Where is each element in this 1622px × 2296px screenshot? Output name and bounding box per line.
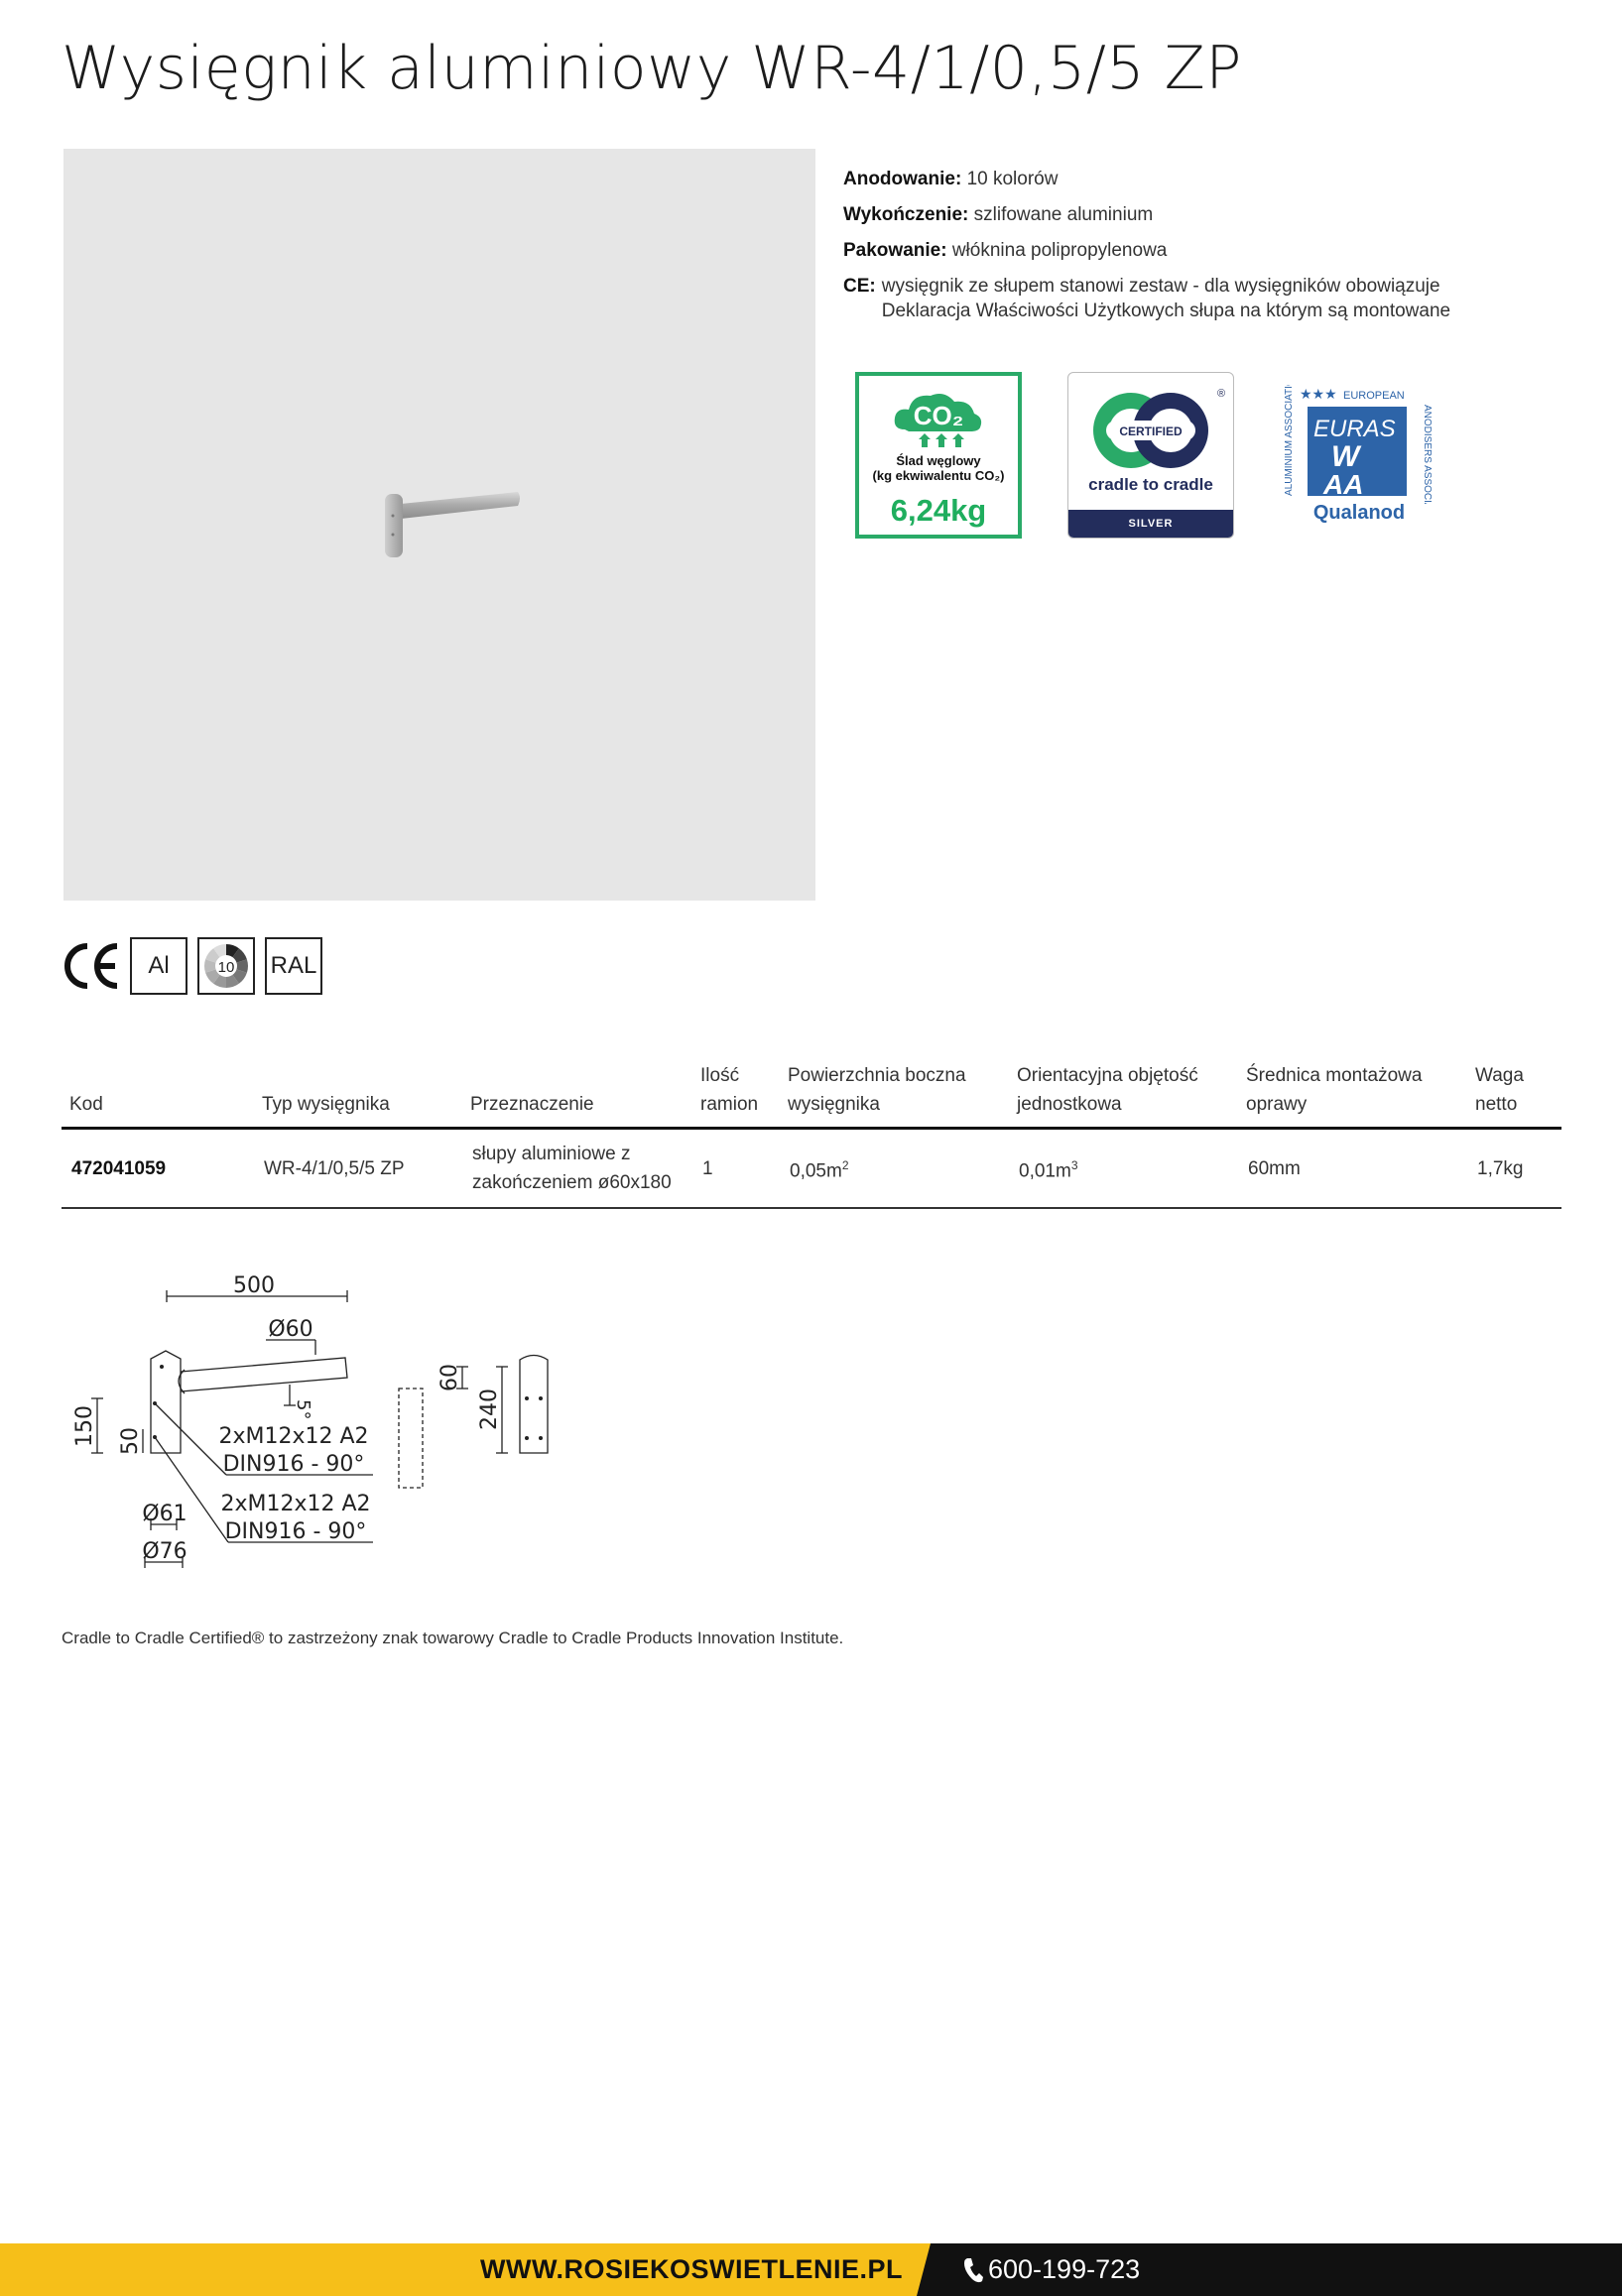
spec-ce: [843, 274, 1597, 323]
svg-text:W: W: [1331, 440, 1360, 473]
co2-label-line: Ślad węglowy: [896, 453, 981, 468]
product-table: [62, 1049, 1561, 1209]
ten-colors-mark: [197, 937, 255, 995]
bracket-render: [63, 149, 815, 901]
header-srednica: Średnica montażowa oprawy: [1238, 1049, 1467, 1129]
dim-240: 240: [477, 1389, 502, 1430]
spec-wykonczenie: [843, 202, 1597, 227]
screw-label: DIN916 - 90°: [224, 1519, 367, 1544]
qualanod-logo: [1276, 385, 1442, 534]
header-waga: Waga netto: [1467, 1049, 1561, 1129]
header-ilosc: Ilość ramion: [692, 1049, 780, 1129]
colors-count: 10: [217, 959, 235, 976]
svg-text:★★★: ★★★: [1300, 386, 1337, 402]
header-typ: Typ wysięgnika: [254, 1049, 462, 1129]
cell-typ: WR-4/1/0,5/5 ZP: [254, 1129, 462, 1209]
svg-text:ALUMINIUM ASSOCIATION: ALUMINIUM ASSOCIATION: [1284, 385, 1295, 496]
cell-waga: 1,7kg: [1467, 1129, 1561, 1209]
spec-anodowanie: [843, 167, 1597, 191]
header-kod: Kod: [62, 1049, 254, 1129]
product-photo: [63, 149, 815, 901]
ral-mark: RAL: [265, 937, 322, 995]
svg-text:AA: AA: [1323, 469, 1364, 500]
cradle-to-cradle-badge: [1067, 372, 1234, 539]
spec-value: wysięgnik ze słupem stanowi zestaw - dla wysięgników obowiązuje Deklaracja Właściwości Użytkowych słupa na którym są montowane: [881, 276, 1451, 321]
qualanod-label: Qualanod: [1312, 502, 1406, 524]
spec-label: Wykończenie:: [843, 204, 969, 225]
co2-title: CO₂: [913, 401, 964, 430]
co2-cloud-icon: [859, 380, 1018, 459]
technical-drawing: [60, 1255, 575, 1582]
aluminium-mark: Al: [130, 937, 187, 995]
phone-number[interactable]: 600-199-723: [988, 2254, 1141, 2284]
header-objetosc: Orientacyjna objętość jednostkowa: [1009, 1049, 1238, 1129]
screw-label: DIN916 - 90°: [222, 1452, 365, 1477]
svg-text:®: ®: [1217, 388, 1226, 400]
svg-text:EUROPEAN: EUROPEAN: [1343, 390, 1405, 402]
cell-ilosc: 1: [692, 1129, 780, 1209]
co2-footprint-badge: [855, 372, 1022, 539]
c2c-text: cradle to cradle: [1088, 475, 1213, 494]
spec-label: Anodowanie:: [843, 169, 962, 189]
co2-label-line: (kg ekwiwalentu CO₂): [872, 468, 1005, 483]
c2c-level: SILVER: [1068, 510, 1233, 538]
cell-przeznaczenie: słupy aluminiowe z zakończeniem ø60x180: [462, 1129, 692, 1209]
cell-powierzchnia: $0,05m^2$: [780, 1129, 1009, 1209]
color-wheel-icon: [199, 939, 253, 993]
c2c-logo-icon: [1068, 373, 1233, 472]
c2c-certified-text: CERTIFIED: [1119, 424, 1183, 438]
cell-kod: 472041059: [62, 1129, 254, 1209]
svg-text:ANODISERS ASSOCIATION: ANODISERS ASSOCIATION: [1422, 405, 1433, 504]
dim-50: 50: [118, 1427, 143, 1455]
header-powierzchnia: Powierzchnia boczna wysięgnika: [780, 1049, 1009, 1129]
ce-mark: [60, 937, 123, 995]
co2-label: [859, 453, 1018, 483]
dim-60: 60: [437, 1364, 462, 1391]
table-row: [62, 1129, 1561, 1209]
ce-mark-icon: [60, 937, 123, 995]
co2-value: 6,24kg: [890, 493, 987, 528]
header-przeznaczenie: Przeznaczenie: [462, 1049, 692, 1129]
spec-value: 10 kolorów: [966, 169, 1059, 189]
spec-value: szlifowane aluminium: [973, 204, 1154, 225]
dim-d76: Ø76: [142, 1539, 187, 1564]
spec-label: CE:: [843, 276, 876, 297]
dim-150: 150: [72, 1405, 97, 1447]
dim-d61: Ø61: [142, 1502, 187, 1526]
spec-value: włóknina polipropylenowa: [951, 240, 1168, 261]
cell-objetosc: $0,01m^3$: [1009, 1129, 1238, 1209]
dim-d60: Ø60: [268, 1317, 313, 1342]
page-title: Wysięgnik aluminiowy WR-4/1/0,5/5 ZP: [62, 34, 1242, 103]
specs-list: [843, 167, 1597, 334]
table-header-row: [62, 1049, 1561, 1129]
phone-icon: [962, 2256, 984, 2284]
spec-label: Pakowanie:: [843, 240, 947, 261]
footer: [0, 2243, 1622, 2296]
website-link[interactable]: WWW.ROSIEKOSWIETLENIE.PL: [480, 2254, 903, 2284]
dim-500: 500: [233, 1273, 275, 1298]
footnote: Cradle to Cradle Certified® to zastrzeżony znak towarowy Cradle to Cradle Products Innovation Institute.: [62, 1629, 844, 1647]
cell-srednica: 60mm: [1238, 1129, 1467, 1209]
spec-pakowanie: [843, 238, 1597, 263]
svg-text:EURAS: EURAS: [1313, 416, 1396, 442]
euras-ewaa-logo-icon: [1276, 385, 1442, 504]
screw-label: 2xM12x12 A2: [218, 1424, 369, 1449]
dim-5deg: 5°: [293, 1399, 313, 1420]
screw-label: 2xM12x12 A2: [220, 1492, 371, 1516]
